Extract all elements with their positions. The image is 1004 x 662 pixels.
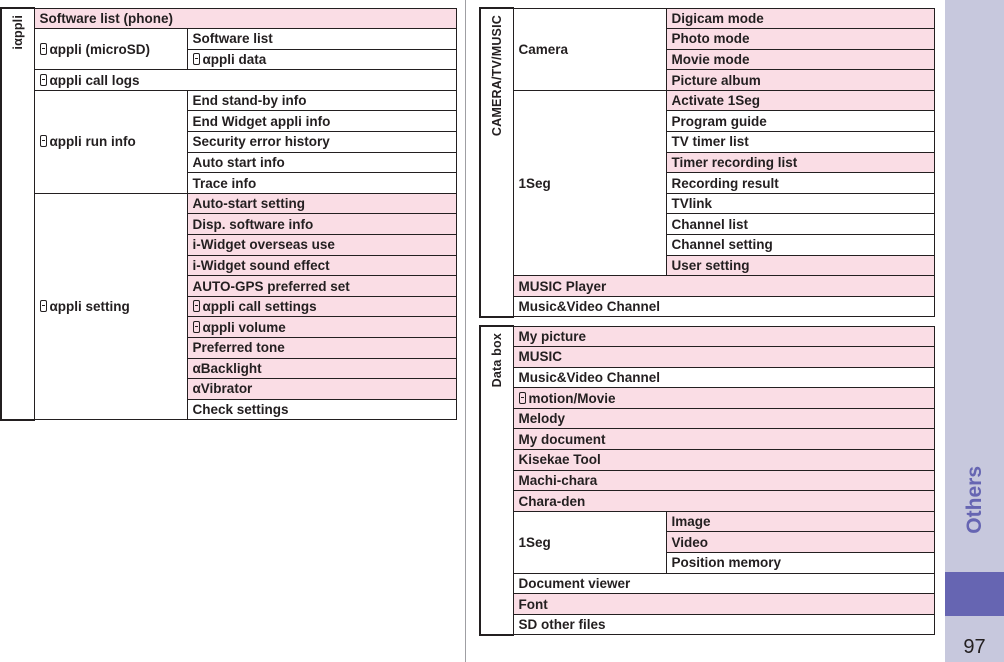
row-widget-overseas-use: i-Widget overseas use [187, 235, 456, 256]
row-appli-setting: αppli setting [34, 193, 187, 420]
appli-icon [519, 392, 526, 404]
appli-icon [193, 300, 200, 312]
row-end-standby-info: End stand-by info [187, 90, 456, 111]
column-divider [465, 0, 466, 662]
row-appli-data: αppli data [187, 49, 456, 70]
row-sd-other-files: SD other files [513, 614, 934, 635]
row-user-setting: User setting [666, 255, 934, 276]
row-appli-volume: αppli volume [187, 317, 456, 338]
row-preferred-tone: Preferred tone [187, 338, 456, 359]
row-timer-recording-list: Timer recording list [666, 152, 934, 173]
row-image: Image [666, 511, 934, 532]
appli-icon [193, 321, 200, 333]
row-movie-mode: Movie mode [666, 49, 934, 70]
row-camera: Camera [513, 8, 666, 90]
row-melody: Melody [513, 408, 934, 429]
row-position-memory: Position memory [666, 553, 934, 574]
row-1seg: 1Seg [513, 511, 666, 573]
row-kisekae-tool: Kisekae Tool [513, 450, 934, 471]
row-machi-chara: Machi-chara [513, 470, 934, 491]
others-tab-label: Others [962, 466, 986, 534]
row-autogps-preferred-set: AUTO-GPS preferred set [187, 276, 456, 297]
row-music-video-channel: Music&Video Channel [513, 296, 934, 317]
row-channel-list: Channel list [666, 214, 934, 235]
row-chara-den: Chara-den [513, 491, 934, 512]
row-1seg: 1Seg [513, 90, 666, 275]
row-channel-setting: Channel setting [666, 235, 934, 256]
row-security-error-history: Security error history [187, 132, 456, 153]
row-digicam-mode: Digicam mode [666, 8, 934, 29]
row-appli-call-logs: αppli call logs [34, 70, 456, 91]
row-widget-sound-effect: i-Widget sound effect [187, 255, 456, 276]
appli-icon [40, 43, 47, 55]
row-motion-movie: motion/Movie [513, 388, 934, 409]
data-box-table [479, 325, 935, 636]
row-disp-software-info: Disp. software info [187, 214, 456, 235]
row-my-document: My document [513, 429, 934, 450]
row-alpha-vibrator: αVibrator [187, 379, 456, 400]
page-number: 97 [963, 636, 986, 658]
row-video: Video [666, 532, 934, 553]
row-software-list: Software list [187, 29, 456, 50]
row-appli-run-info: αppli run info [34, 90, 187, 193]
row-alpha-backlight: αBacklight [187, 358, 456, 379]
appli-icon [40, 300, 47, 312]
row-tvlink: TVlink [666, 193, 934, 214]
row-activate-1seg: Activate 1Seg [666, 90, 934, 111]
row-my-picture: My picture [513, 326, 934, 347]
row-music-video-channel: Music&Video Channel [513, 367, 934, 388]
appli-icon [193, 53, 200, 65]
row-font: Font [513, 594, 934, 615]
section-label-data-box: Data box [480, 326, 513, 635]
row-photo-mode: Photo mode [666, 29, 934, 50]
row-trace-info: Trace info [187, 173, 456, 194]
row-program-guide: Program guide [666, 111, 934, 132]
row-auto-start-info: Auto start info [187, 152, 456, 173]
row-end-widget-info: End Widget appli info [187, 111, 456, 132]
camera-tv-music-table [479, 7, 935, 318]
row-appli-call-settings: αppli call settings [187, 296, 456, 317]
row-document-viewer: Document viewer [513, 573, 934, 594]
appli-icon [40, 135, 47, 147]
row-music-player: MUSIC Player [513, 276, 934, 297]
row-tv-timer-list: TV timer list [666, 132, 934, 153]
row-appli-microsd: αppli (microSD) [34, 29, 187, 70]
row-auto-start-setting: Auto-start setting [187, 193, 456, 214]
row-picture-album: Picture album [666, 70, 934, 91]
section-label-iappli: iαppli [1, 8, 34, 420]
iappli-menu-table [0, 7, 457, 421]
row-software-list-phone: Software list (phone) [34, 8, 456, 29]
appli-icon [40, 74, 47, 86]
row-check-settings: Check settings [187, 399, 456, 420]
row-music: MUSIC [513, 347, 934, 368]
section-label-camera-tv-music: CAMERA/TV/MUSIC [480, 8, 513, 317]
row-recording-result: Recording result [666, 173, 934, 194]
side-tab-accent [945, 572, 1004, 616]
